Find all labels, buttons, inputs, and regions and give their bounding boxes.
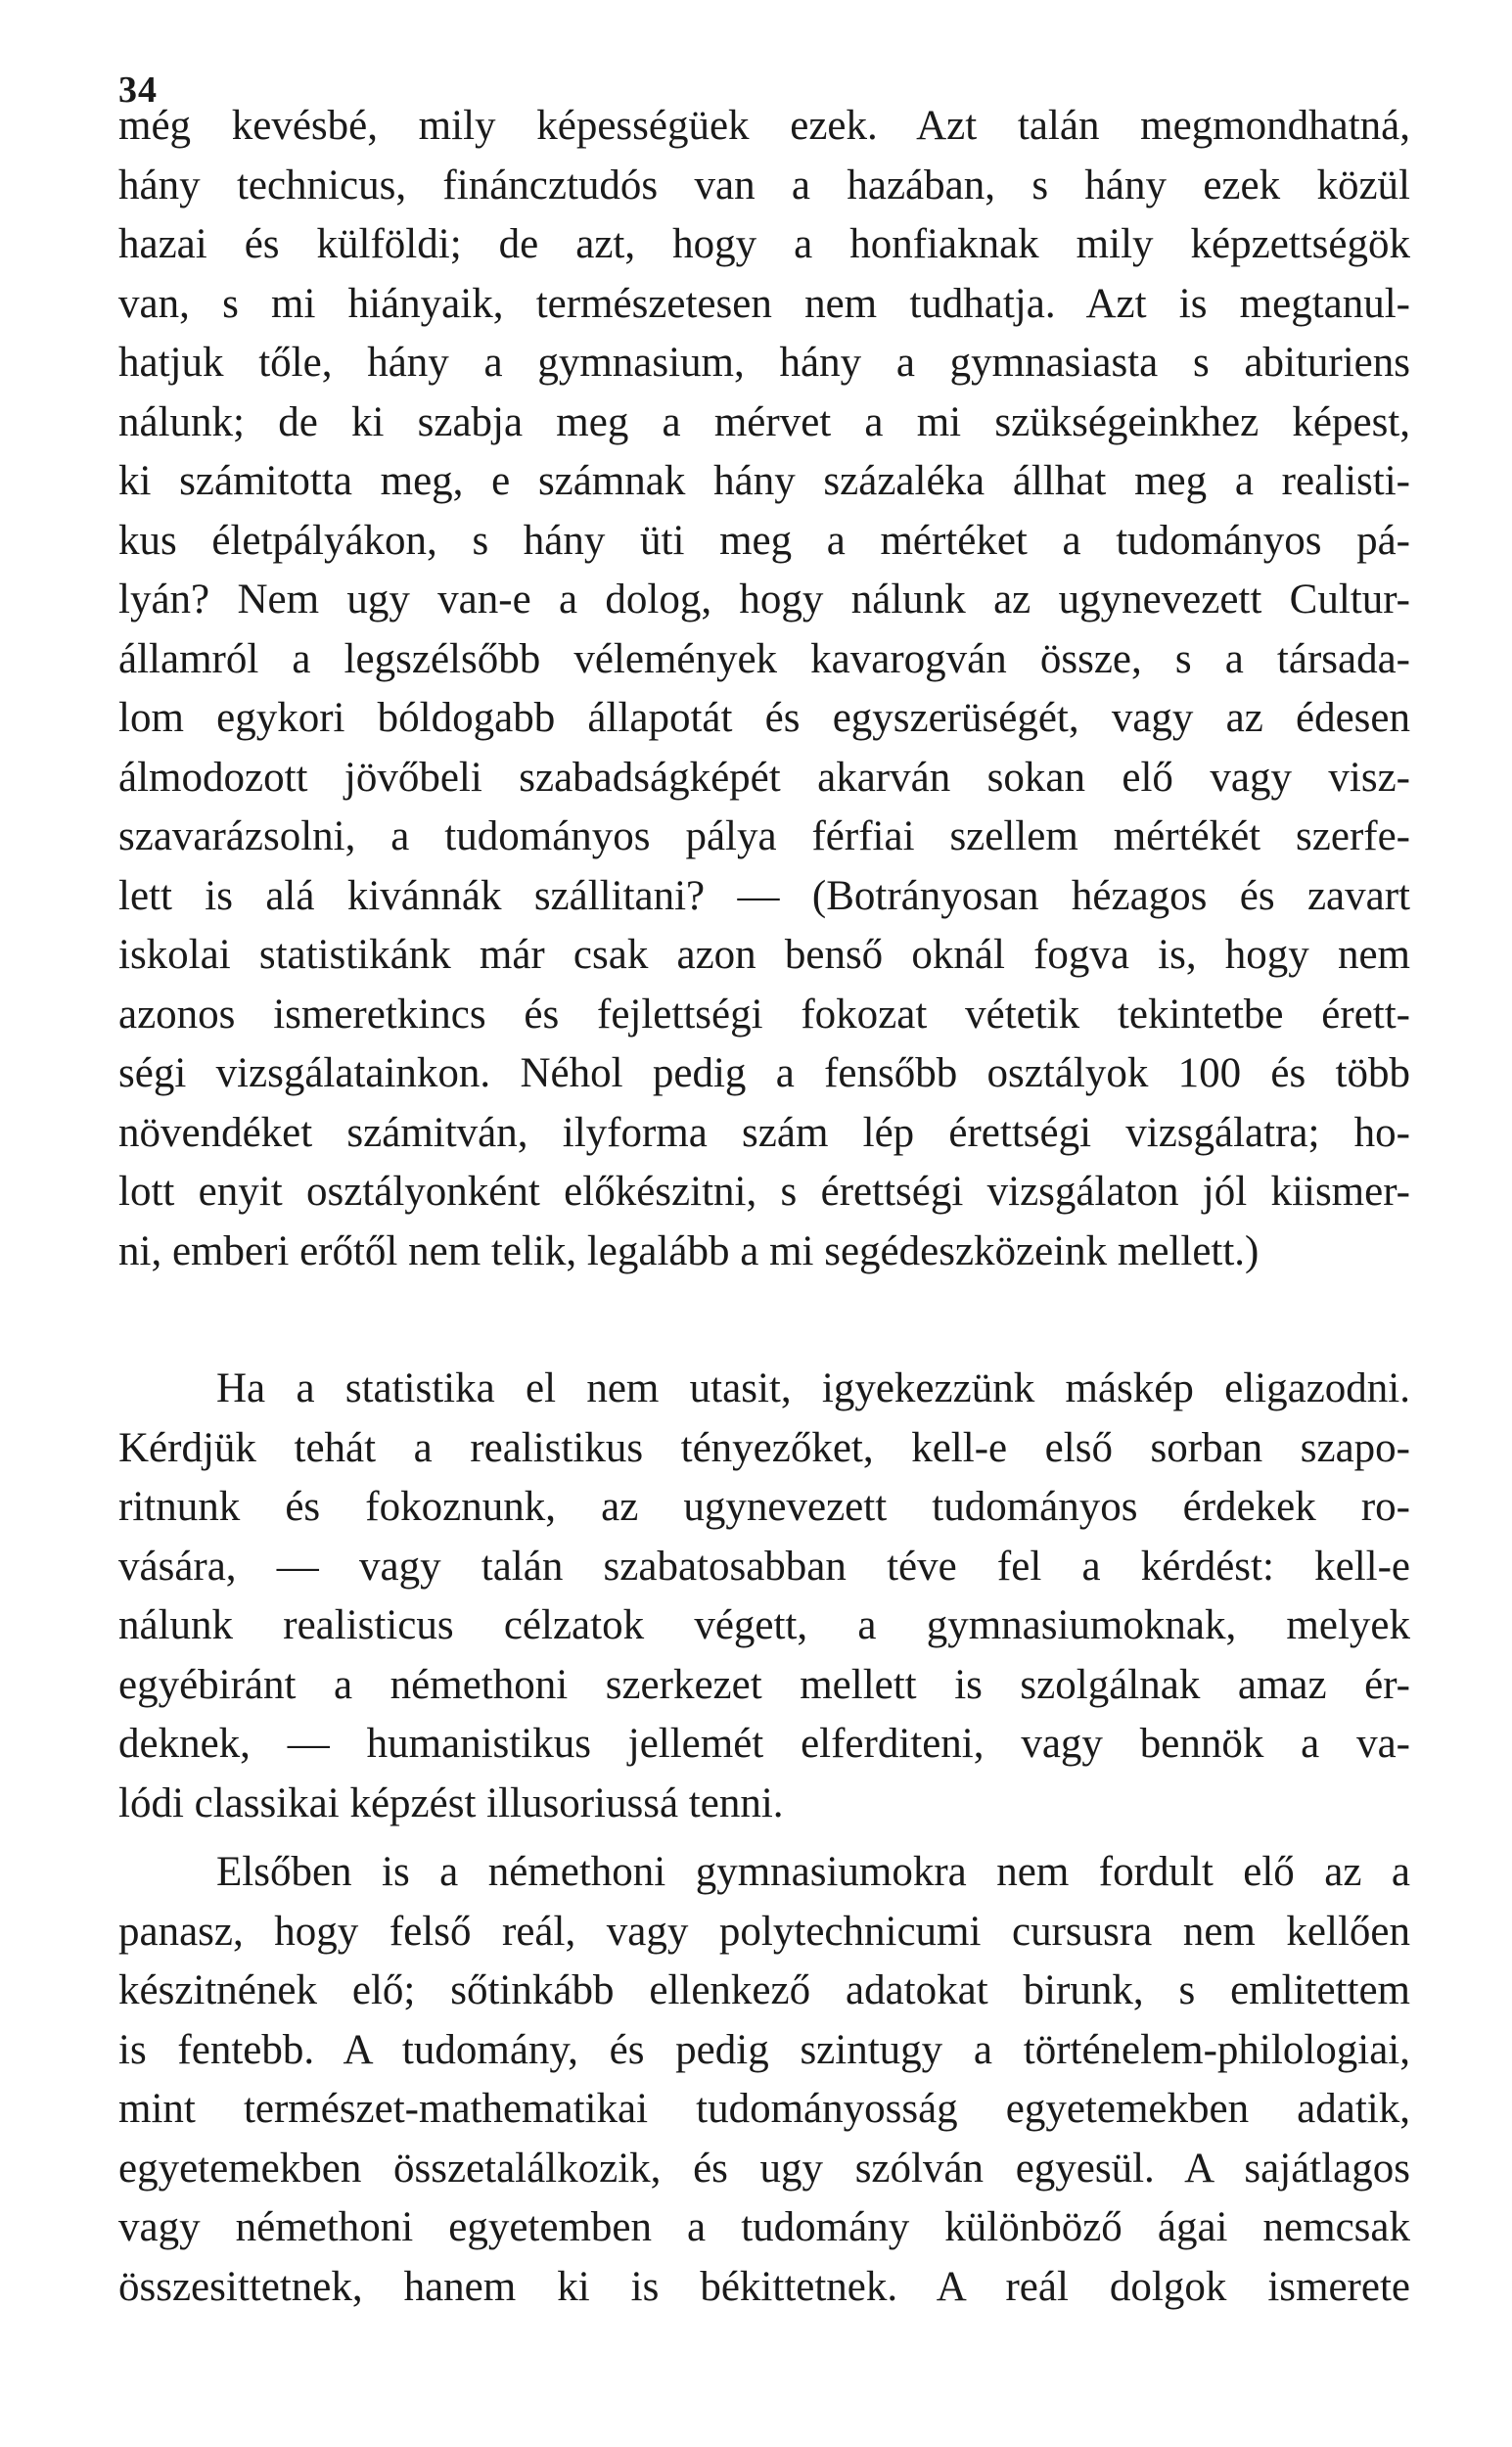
text-line: ni, emberi erőtől nem telik, legalább a mi segédeszközeink mellett.) xyxy=(118,1227,1260,1274)
paragraph-1 xyxy=(118,97,1410,1281)
text-line: lódi classikai képzést illusoriussá tenni. xyxy=(118,1779,784,1826)
text-line: ségi vizsgálatainkon. Néhol pedig a fensőbb osztályok 100 és több xyxy=(118,1050,1410,1096)
text-line: hatjuk tőle, hány a gymnasium, hány a gymnasiasta s abituriens xyxy=(118,340,1410,386)
text-line: ki számitotta meg, e számnak hány százaléka állhat meg a realisti- xyxy=(118,458,1410,504)
text-line: is fentebb. A tudomány, és pedig szintugy a történelem-philologiai, xyxy=(118,2026,1410,2073)
text-line: még kevésbé, mily képességüek ezek. Azt talán megmondhatná, xyxy=(118,103,1410,149)
text-line: mint természet-mathematikai tudományosság egyetemekben adatik, xyxy=(118,2086,1410,2132)
text-line: lom egykori bóldogabb állapotát és egyszerüségét, vagy az édesen xyxy=(118,695,1410,741)
text-line: van, s mi hiányaik, természetesen nem tudhatja. Azt is megtanul- xyxy=(118,280,1410,327)
text-line: Elsőben is a némethoni gymnasiumokra nem fordult elő az a xyxy=(216,1849,1410,1895)
text-line: nálunk; de ki szabja meg a mérvet a mi szükségeinkhez képest, xyxy=(118,398,1410,445)
text-line: növendéket számitván, ilyforma szám lép érettségi vizsgálatra; ho- xyxy=(118,1109,1410,1156)
text-line: kus életpályákon, s hány üti meg a mértéket a tudományos pá- xyxy=(118,517,1410,564)
paragraph-3 xyxy=(118,1843,1410,2317)
text-line: összesittetnek, hanem ki is békittetnek. A reál dolgok ismerete xyxy=(118,2263,1410,2310)
text-line: panasz, hogy felső reál, vagy polytechnicumi cursusra nem kellően xyxy=(118,1908,1410,1955)
text-line: egyébiránt a némethoni szerkezet mellett is szolgálnak amaz ér- xyxy=(118,1661,1410,1708)
text-line: szavarázsolni, a tudományos pálya férfiai szellem mértékét szerfe- xyxy=(118,813,1410,859)
text-line: nálunk realisticus célzatok végett, a gymnasiumoknak, melyek xyxy=(118,1602,1410,1648)
text-line: Kérdjük tehát a realistikus tényezőket, kell-e első sorban szapo- xyxy=(118,1424,1410,1471)
text-line: azonos ismeretkincs és fejlettségi fokozat vétetik tekintetbe érett- xyxy=(118,991,1410,1038)
text-line: hazai és külföldi; de azt, hogy a honfiaknak mily képzettségök xyxy=(118,221,1410,267)
text-line: hány technicus, fináncztudós van a hazában, s hány ezek közül xyxy=(118,162,1410,208)
text-line: készitnének elő; sőtinkább ellenkező adatokat birunk, s emlitettem xyxy=(118,1967,1410,2013)
text-line: deknek, — humanistikus jellemét elferditeni, vagy bennök a va- xyxy=(118,1721,1410,1767)
text-line: vagy némethoni egyetemben a tudomány különböző ágai nemcsak xyxy=(118,2204,1410,2250)
page-number: 34 xyxy=(118,69,158,111)
text-line: iskolai statistikánk már csak azon benső oknál fogva is, hogy nem xyxy=(118,932,1410,978)
text-line: vására, — vagy talán szabatosabban téve fel a kérdést: kell-e xyxy=(118,1543,1410,1590)
text-line: egyetemekben összetalálkozik, és ugy szólván egyesül. A sajátlagos xyxy=(118,2145,1410,2192)
paragraph-2 xyxy=(118,1360,1410,1833)
text-line: ritnunk és fokoznunk, az ugynevezett tudományos érdekek ro- xyxy=(118,1484,1410,1530)
text-line: lyán? Nem ugy van-e a dolog, hogy nálunk az ugynevezett Cultur- xyxy=(118,577,1410,623)
text-line: államról a legszélsőbb vélemények kavarogván össze, s a társada- xyxy=(118,635,1410,682)
text-line: lott enyit osztályonként előkészitni, s érettségi vizsgálaton jól kiismer- xyxy=(118,1169,1410,1215)
text-line: lett is alá kivánnák szállitani? — (Botrányosan hézagos és zavart xyxy=(118,872,1410,919)
text-line: álmodozott jövőbeli szabadságképét akarván sokan elő vagy visz- xyxy=(118,754,1410,801)
text-line: Ha a statistika el nem utasit, igyekezzünk máskép eligazodni. xyxy=(216,1365,1410,1411)
